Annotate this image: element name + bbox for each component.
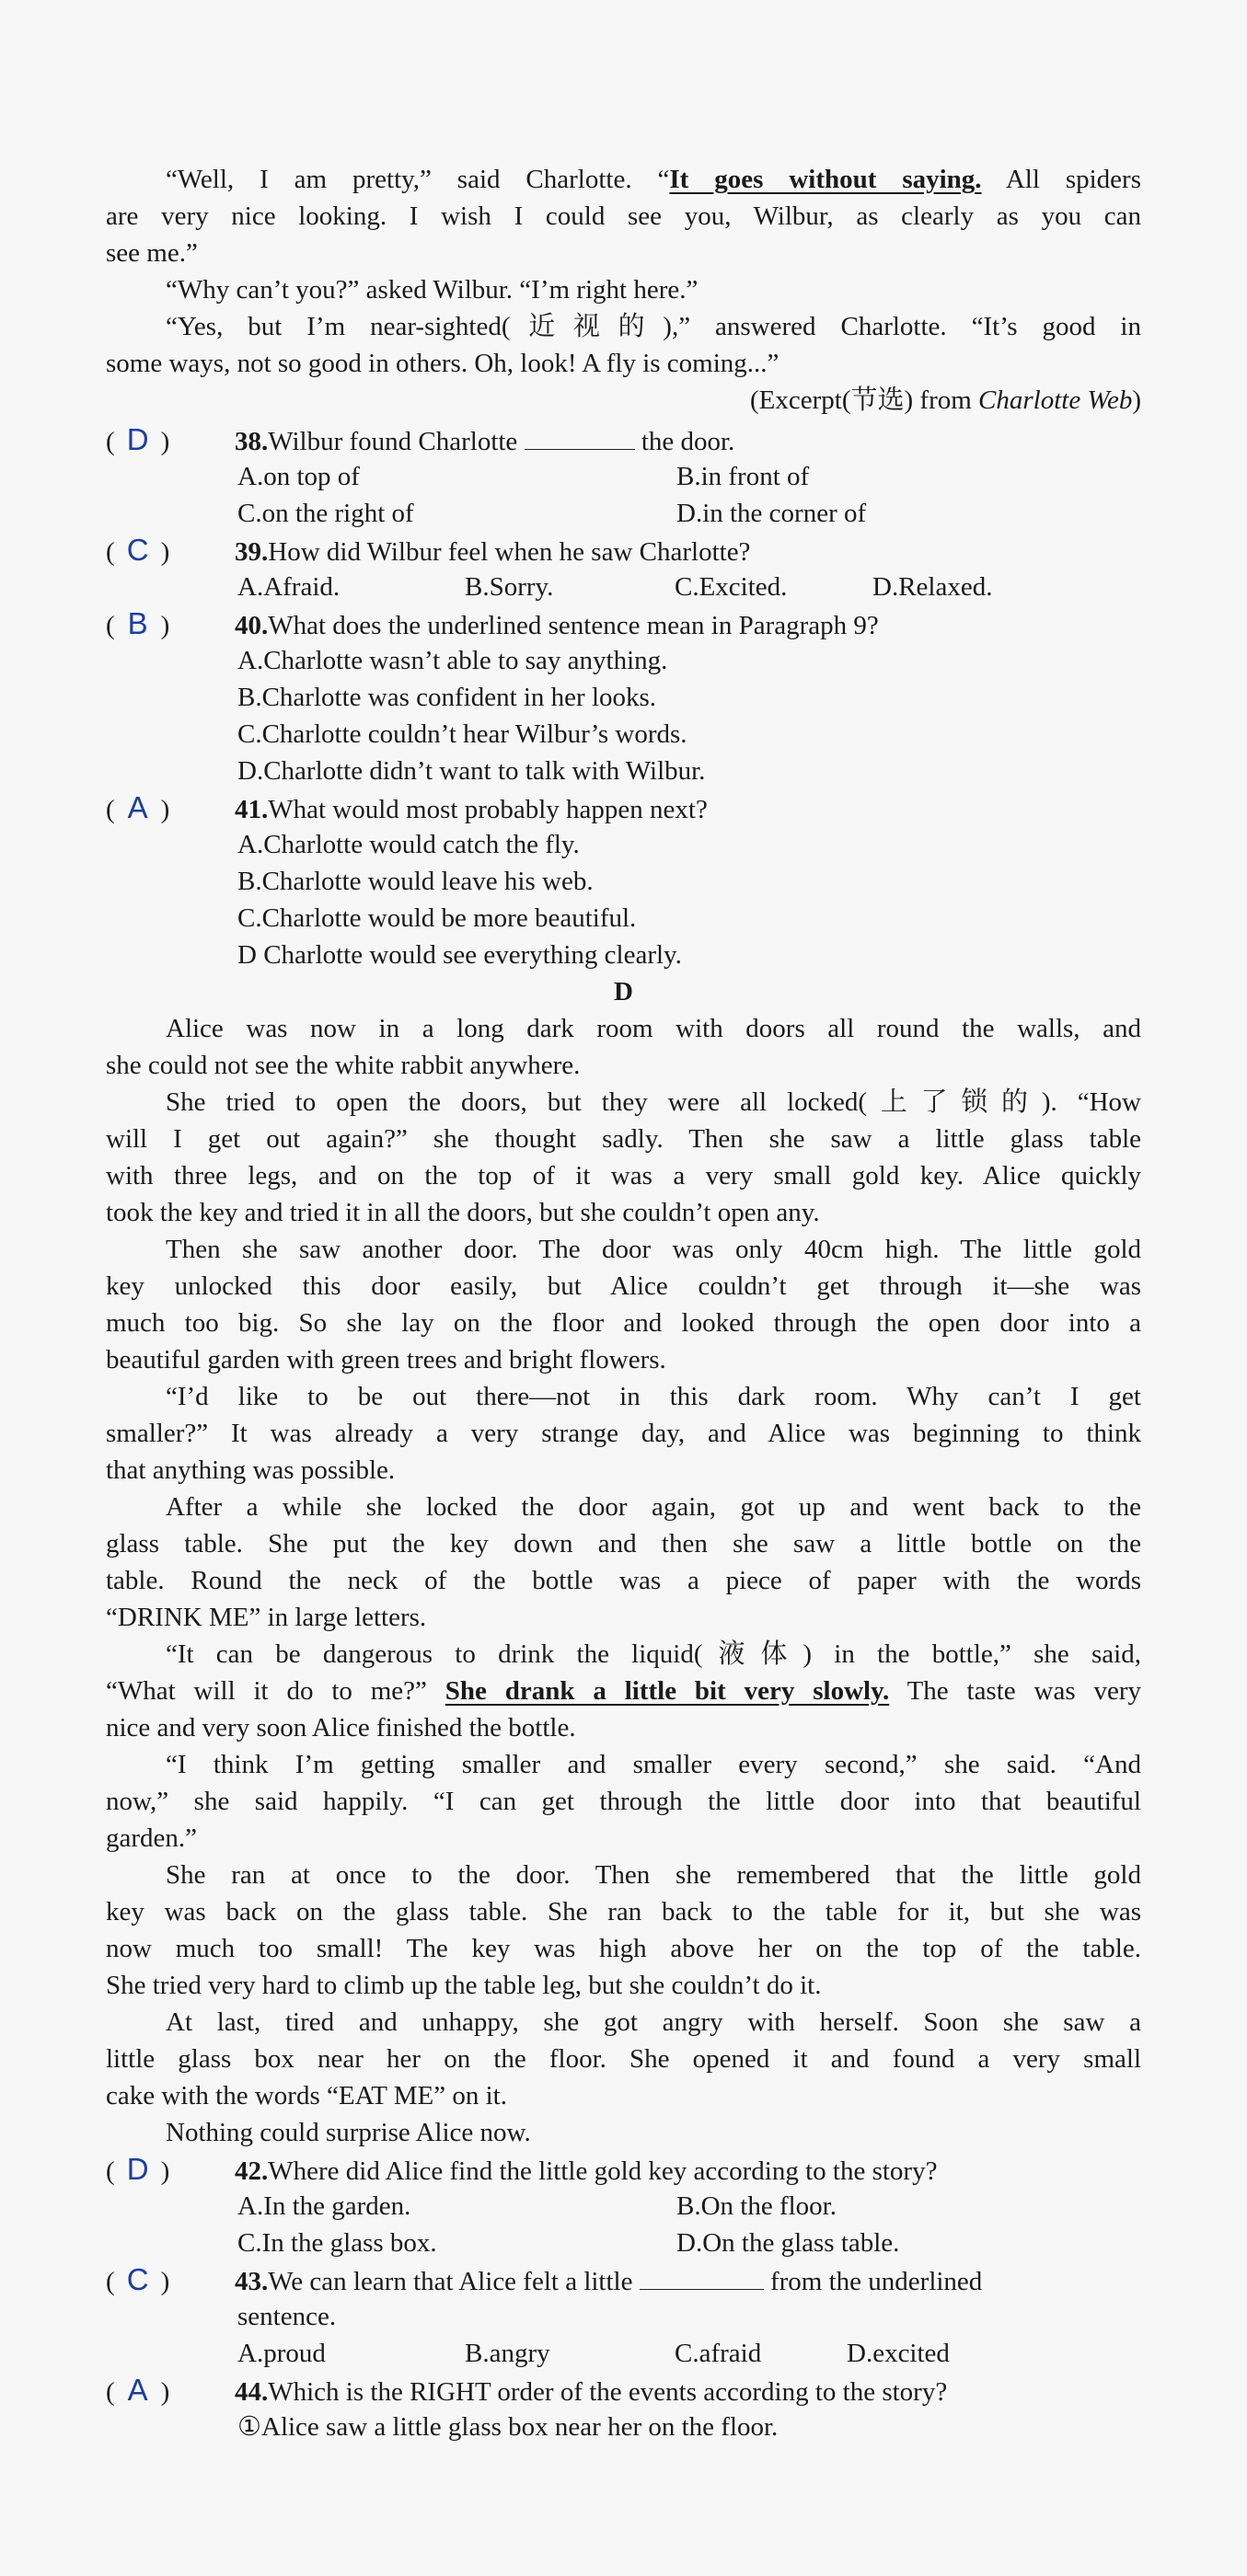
section-heading: D	[614, 977, 633, 1006]
option: A.Afraid.	[237, 572, 341, 602]
option: C.In the glass box.	[237, 2228, 437, 2258]
passage-d-line: nice and very soon Alice finished the bottle.	[106, 1713, 576, 1742]
passage-c-line: see me.”	[106, 238, 198, 268]
passage-d-line: “I think I’m getting smaller and smaller every second,” she said. “And	[166, 1750, 1141, 1779]
passage-d-line: “I’d like to be out there—not in this dark room. Why can’t I get	[166, 1382, 1141, 1411]
passage-d-line: smaller?” It was already a very strange day, and Alice was beginning to think	[106, 1419, 1141, 1448]
answer-mark: D	[126, 422, 149, 456]
option: A.Charlotte wasn’t able to say anything.	[237, 646, 668, 675]
passage-c-line: “Well, I am pretty,” said Charlotte. “It goes without saying. All spiders	[166, 165, 1141, 194]
event-item: ①Alice saw a little glass box near her on the floor.	[237, 2412, 779, 2442]
passage-d-line: At last, tired and unhappy, she got angry with herself. Soon she saw a	[166, 2007, 1141, 2037]
passage-d-line: she could not see the white rabbit anywhere.	[106, 1051, 581, 1080]
underlined-sentence: It goes without saying.	[669, 165, 982, 194]
answer-blank	[640, 2263, 764, 2290]
option: B.Charlotte was confident in her looks.	[237, 683, 657, 712]
option: B.Sorry.	[465, 572, 554, 602]
passage-d-line: garden.”	[106, 1823, 198, 1853]
answer-mark: A	[127, 2373, 148, 2407]
passage-c-line: are very nice looking. I wish I could see you, Wilbur, as clearly as you can	[106, 201, 1141, 231]
passage-c-line: “Why can’t you?” asked Wilbur. “I’m right here.”	[166, 275, 699, 305]
passage-d-line: After a while she locked the door again, got up and went back to the	[166, 1492, 1141, 1522]
option: A.on top of	[237, 462, 360, 491]
passage-d-line: glass table. She put the key down and then she saw a little bottle on the	[106, 1529, 1141, 1558]
option: A.proud	[237, 2339, 326, 2368]
option: B.in front of	[676, 462, 810, 491]
question-43-stem-continued: sentence.	[237, 2302, 337, 2331]
passage-d-line: “It can be dangerous to drink the liquid(液体) in the bottle,” she said,	[166, 1639, 1141, 1669]
option: D.in the corner of	[676, 499, 867, 528]
question-41: ( A ) 41.What would most probably happen next?	[106, 790, 708, 824]
passage-d-line: Alice was now in a long dark room with doors all round the walls, and	[166, 1014, 1141, 1043]
passage-d-line: now much too small! The key was high above her on the top of the table.	[106, 1934, 1141, 1963]
passage-d-line: beautiful garden with green trees and bright flowers.	[106, 1345, 666, 1374]
passage-d-line: that anything was possible.	[106, 1455, 396, 1485]
passage-d-line: little glass box near her on the floor. She opened it and found a very small	[106, 2044, 1141, 2074]
passage-c-line: “Yes, but I’m near-sighted(近视的),” answered Charlotte. “It’s good in	[166, 312, 1141, 341]
passage-d-line: Then she saw another door. The door was only 40cm high. The little gold	[166, 1235, 1141, 1264]
answer-mark: B	[127, 606, 148, 640]
passage-d-line: She ran at once to the door. Then she remembered that the little gold	[166, 1860, 1141, 1890]
question-44: ( A ) 44.Which is the RIGHT order of the events according to the story?	[106, 2373, 948, 2407]
question-38: ( D ) 38.Wilbur found Charlotte the door.	[106, 422, 735, 456]
passage-d-line: with three legs, and on the top of it was a very small gold key. Alice quickly	[106, 1161, 1141, 1190]
option: D.excited	[847, 2339, 950, 2368]
option: B.On the floor.	[676, 2191, 837, 2221]
passage-d-line: table. Round the neck of the bottle was a piece of paper with the words	[106, 1566, 1141, 1595]
option: C.on the right of	[237, 499, 414, 528]
option: D Charlotte would see everything clearly.	[237, 940, 682, 970]
passage-d-line: now,” she said happily. “I can get through the little door into that beautiful	[106, 1787, 1141, 1816]
answer-mark: D	[126, 2152, 149, 2186]
question-40: ( B ) 40.What does the underlined sentence mean in Paragraph 9?	[106, 606, 879, 640]
passage-d-line: took the key and tried it in all the doors, but she couldn’t open any.	[106, 1198, 820, 1227]
passage-d-line: cake with the words “EAT ME” on it.	[106, 2081, 507, 2110]
passage-d-line: She tried to open the doors, but they were all locked(上了锁的). “How	[166, 1087, 1141, 1117]
question-42: ( D ) 42.Where did Alice find the little gold key according to the story?	[106, 2152, 938, 2186]
option: C.Charlotte would be more beautiful.	[237, 903, 637, 933]
question-43: ( C ) 43.We can learn that Alice felt a little from the underlined	[106, 2262, 983, 2296]
option: C.Excited.	[675, 572, 788, 602]
passage-source: (Excerpt(节选) from Charlotte Web)	[750, 385, 1141, 415]
option: B.Charlotte would leave his web.	[237, 867, 594, 896]
option: D.Charlotte didn’t want to talk with Wilbur.	[237, 756, 706, 786]
passage-d-line: key unlocked this door easily, but Alice couldn’t get through it—she was	[106, 1271, 1141, 1301]
passage-d-line: “DRINK ME” in large letters.	[106, 1603, 427, 1632]
answer-blank	[525, 423, 635, 450]
answer-mark: A	[127, 790, 148, 824]
passage-c-line: some ways, not so good in others. Oh, look! A fly is coming...”	[106, 349, 779, 378]
passage-d-line: Nothing could surprise Alice now.	[166, 2118, 531, 2147]
option: A.In the garden.	[237, 2191, 411, 2221]
answer-mark: C	[126, 533, 149, 567]
passage-d-line: “What will it do to me?” She drank a little bit very slowly. The taste was very	[106, 1676, 1141, 1706]
option: D.On the glass table.	[676, 2228, 900, 2258]
option: B.angry	[465, 2339, 550, 2368]
passage-d-line: will I get out again?” she thought sadly. Then she saw a little glass table	[106, 1124, 1141, 1154]
question-39: ( C ) 39.How did Wilbur feel when he saw Charlotte?	[106, 533, 751, 567]
passage-d-line: She tried very hard to climb up the table leg, but she couldn’t do it.	[106, 1971, 822, 2000]
option: C.Charlotte couldn’t hear Wilbur’s words.	[237, 719, 687, 749]
option: A.Charlotte would catch the fly.	[237, 830, 580, 859]
option: C.afraid	[675, 2339, 762, 2368]
answer-mark: C	[126, 2262, 149, 2296]
underlined-sentence: She drank a little bit very slowly.	[445, 1676, 890, 1706]
option: D.Relaxed.	[872, 572, 993, 602]
passage-d-line: key was back on the glass table. She ran back to the table for it, but she was	[106, 1897, 1141, 1926]
passage-d-line: much too big. So she lay on the floor and looked through the open door into a	[106, 1308, 1141, 1338]
